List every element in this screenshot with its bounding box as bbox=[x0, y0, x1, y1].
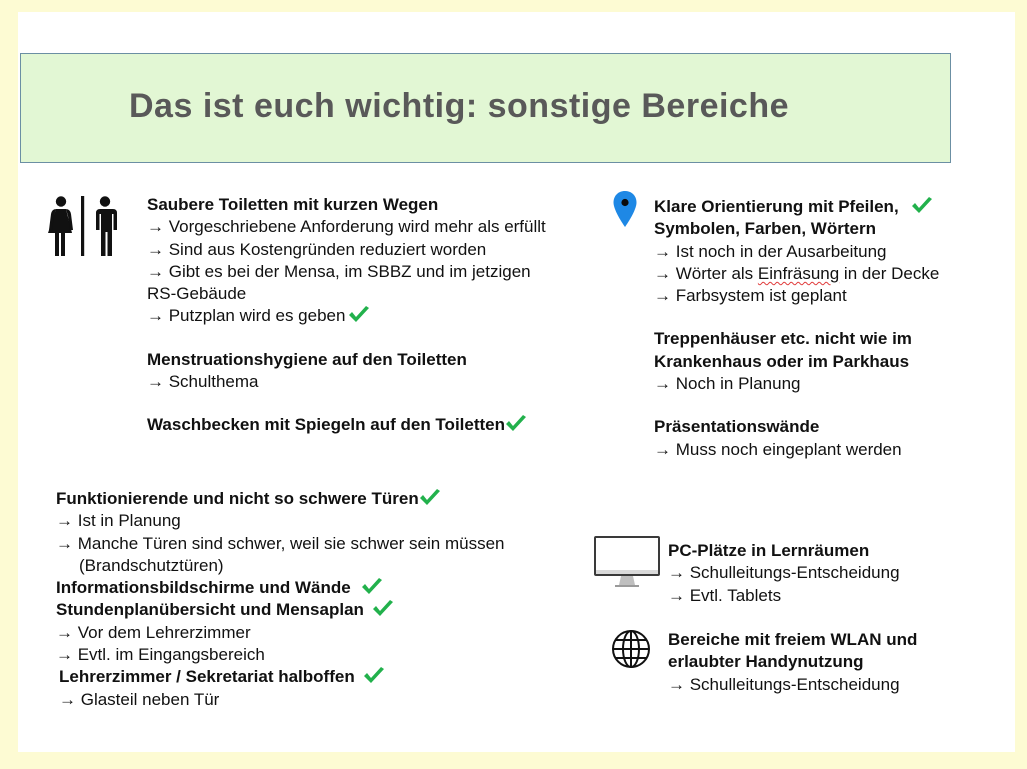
orientation-heading-row bbox=[654, 196, 939, 218]
office-heading: Lehrerzimmer / Sekretariat halboffen bbox=[59, 667, 355, 687]
checkmark-icon bbox=[911, 196, 933, 216]
toilets-section bbox=[147, 194, 546, 437]
orientation-item-2-pre: → Wörter als bbox=[654, 263, 758, 283]
orientation-item-2-word: Einfräsung bbox=[757, 263, 840, 283]
stairs-heading-2: Krankenhaus oder im Parkhaus bbox=[654, 351, 910, 371]
toilets-item-4-row bbox=[147, 305, 546, 327]
pc-item-2: → Evtl. Tablets bbox=[668, 585, 782, 605]
checkmark-icon bbox=[372, 599, 394, 619]
orientation-section bbox=[654, 196, 939, 461]
checkmark-icon bbox=[505, 414, 527, 434]
doors-item-2: → Manche Türen sind schwer, weil sie schwer sein müssen bbox=[56, 533, 505, 553]
checkmark-icon bbox=[361, 577, 383, 597]
toilets-item-3-cont: RS-Gebäude bbox=[147, 284, 247, 304]
stairs-heading-1: Treppenhäuser etc. nicht wie im bbox=[654, 329, 912, 349]
page-title: Das ist euch wichtig: sonstige Bereiche bbox=[129, 87, 790, 125]
walls-heading: Präsentationswände bbox=[654, 417, 820, 437]
hygiene-item: → Schulthema bbox=[147, 372, 259, 392]
pc-item-1: → Schulleitungs-Entscheidung bbox=[668, 563, 900, 583]
orientation-item-3: → Farbsystem ist geplant bbox=[654, 286, 847, 306]
checkmark-icon bbox=[419, 488, 441, 508]
screens-row bbox=[56, 577, 504, 599]
hygiene-heading: Menstruationshygiene auf den Toiletten bbox=[147, 349, 467, 369]
sinks-heading: Waschbecken mit Spiegeln auf den Toiletten bbox=[147, 415, 506, 435]
wlan-heading-2: erlaubter Handynutzung bbox=[668, 652, 864, 672]
doors-heading: Funktionierende und nicht so schwere Türen bbox=[56, 489, 419, 508]
toilets-heading: Saubere Toiletten mit kurzen Wegen bbox=[147, 195, 439, 214]
location-pin-icon bbox=[612, 190, 638, 228]
checkmark-icon bbox=[363, 666, 385, 686]
schedule-row bbox=[56, 599, 504, 621]
stairs-item: → Noch in Planung bbox=[654, 374, 801, 394]
schedule-heading: Stundenplanübersicht und Mensaplan bbox=[56, 600, 364, 620]
wlan-section bbox=[668, 629, 917, 696]
toilets-item-3: → Gibt es bei der Mensa, im SBBZ und im jetzigen bbox=[147, 261, 531, 281]
monitor-icon bbox=[593, 535, 661, 588]
wlan-heading-1: Bereiche mit freiem WLAN und bbox=[668, 630, 918, 649]
schedule-item-1: → Vor dem Lehrerzimmer bbox=[56, 622, 251, 642]
globe-icon bbox=[611, 629, 651, 669]
toilets-item-1: → Vorgeschriebene Anforderung wird mehr als erfüllt bbox=[147, 217, 546, 237]
checkmark-icon bbox=[348, 305, 370, 325]
orientation-item-2 bbox=[654, 263, 939, 285]
doors-item-2-cont: (Brandschutztüren) bbox=[79, 555, 224, 575]
wlan-item: → Schulleitungs-Entscheidung bbox=[668, 674, 900, 694]
restroom-icon bbox=[46, 196, 120, 256]
doors-heading-row bbox=[56, 488, 504, 510]
orientation-item-1: → Ist noch in der Ausarbeitung bbox=[654, 241, 887, 261]
walls-item: → Muss noch eingeplant werden bbox=[654, 439, 902, 459]
office-row bbox=[56, 666, 504, 688]
sinks-row bbox=[147, 414, 546, 436]
orientation-heading-2: Symbolen, Farben, Wörtern bbox=[654, 219, 876, 239]
doors-item-1: → Ist in Planung bbox=[56, 511, 181, 531]
screens-heading: Informationsbildschirme und Wände bbox=[56, 578, 351, 598]
toilets-item-2: → Sind aus Kostengründen reduziert worden bbox=[147, 239, 487, 259]
pc-section bbox=[668, 540, 900, 607]
orientation-heading: Klare Orientierung mit Pfeilen, bbox=[654, 197, 899, 216]
office-item: → Glasteil neben Tür bbox=[59, 689, 220, 709]
pc-heading: PC-Plätze in Lernräumen bbox=[668, 541, 870, 560]
orientation-item-2-post: in der Decke bbox=[839, 263, 940, 283]
schedule-item-2: → Evtl. im Eingangsbereich bbox=[56, 645, 265, 665]
doors-section bbox=[56, 488, 504, 711]
title-box bbox=[20, 53, 951, 163]
toilets-item-4: → Putzplan wird es geben bbox=[147, 306, 346, 326]
